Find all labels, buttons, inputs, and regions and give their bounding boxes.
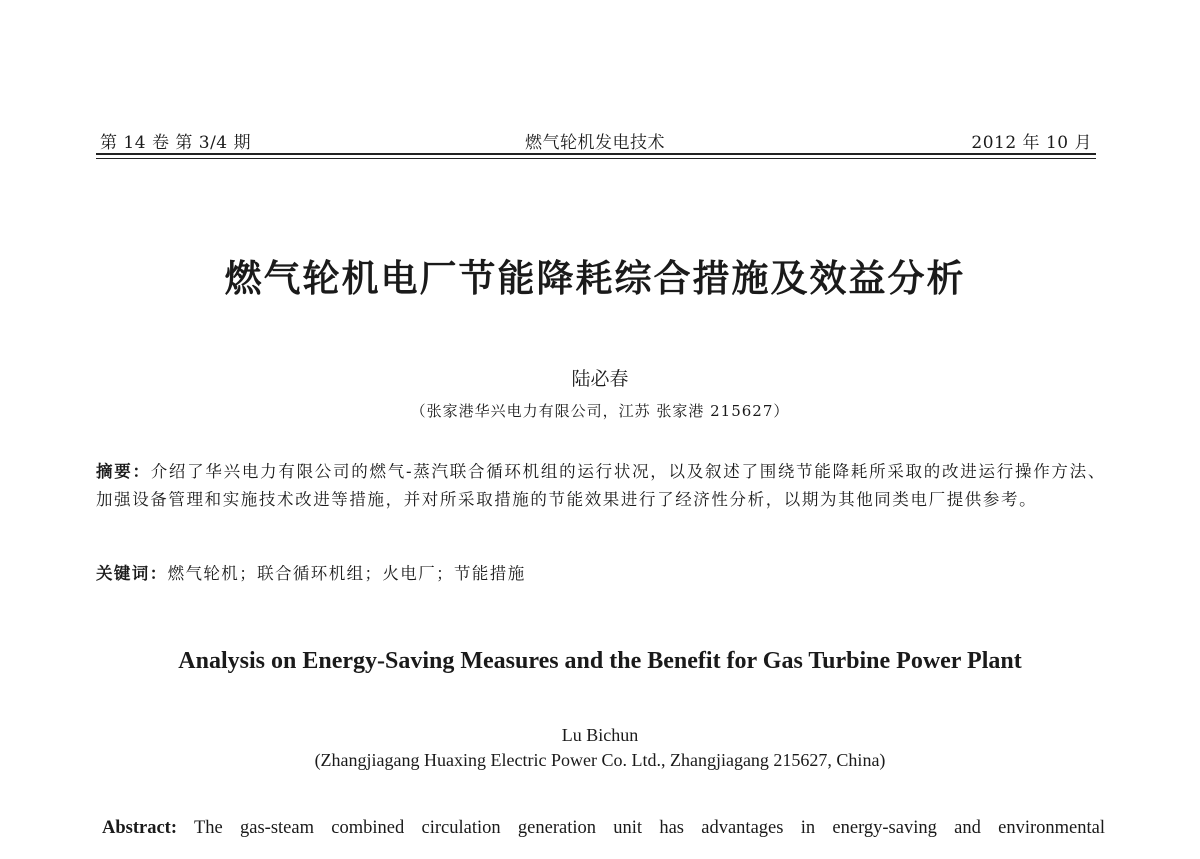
english-abstract-text: The gas-steam combined circulation generation unit has advantages in energy-saving and environmental	[193, 818, 1105, 838]
english-author: Lu Bichun	[561, 725, 639, 745]
header-rule-thin	[96, 158, 1096, 159]
english-title: Analysis on Energy-Saving Measures and the Benefit for Gas Turbine Power Plant	[178, 648, 1022, 674]
chinese-affiliation: （张家港华兴电力有限公司，江苏 张家港 215627）	[410, 402, 790, 420]
chinese-abstract-label: 摘要：	[96, 462, 151, 481]
header-date: 2012 年 10 月	[971, 133, 1092, 153]
english-abstract-label: Abstract:	[102, 818, 178, 838]
chinese-author: 陆必春	[571, 368, 629, 390]
header-volume-issue: 第 14 卷 第 3/4 期	[100, 133, 252, 153]
chinese-keywords-label: 关键词：	[96, 564, 168, 583]
header-rule-thick	[96, 153, 1096, 155]
english-abstract	[102, 815, 1105, 842]
chinese-title: 燃气轮机电厂节能降耗综合措施及效益分析	[224, 257, 966, 300]
chinese-keywords-text: 燃气轮机；联合循环机组；火电厂；节能措施	[167, 564, 526, 583]
chinese-keywords	[96, 560, 526, 584]
chinese-abstract	[96, 458, 1106, 514]
english-affiliation: (Zhangjiagang Huaxing Electric Power Co. Ltd., Zhangjiagang 215627, China)	[314, 750, 886, 770]
chinese-abstract-text: 介绍了华兴电力有限公司的燃气-蒸汽联合循环机组的运行状况，以及叙述了围绕节能降耗所采取的改进运行操作方法、加强设备管理和实施技术改进等措施，并对所采取措施的节能效果进行了经济性分析，以期为其他同类电厂提供参考。	[96, 462, 1106, 509]
header-journal-name: 燃气轮机发电技术	[525, 133, 665, 153]
